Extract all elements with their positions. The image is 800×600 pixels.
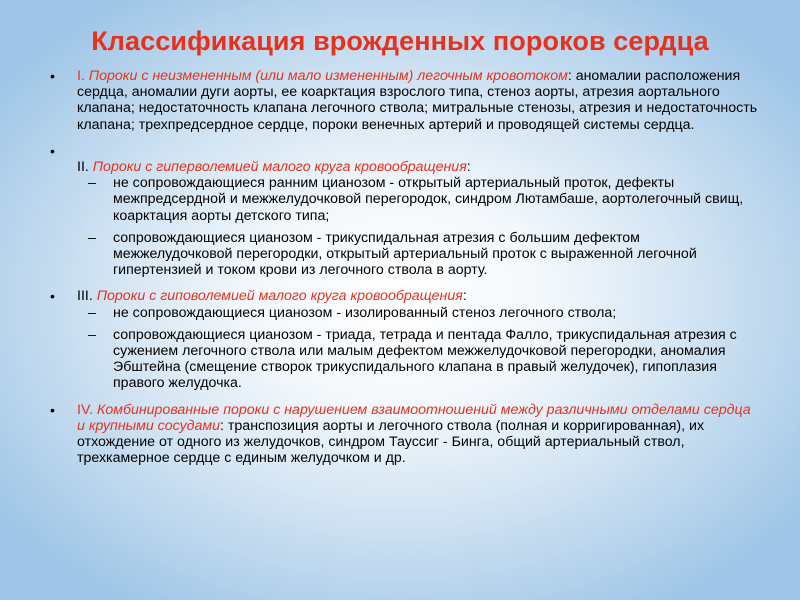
section-2-subitem: – сопровождающиеся цианозом - трикуспидальная атрезия с большим дефектом межжелудочковой перегородки, открытый артериальный проток с выраженной легочной гипертензией и током крови из легочного ствола в аорту. [88, 229, 697, 279]
bullet-icon: • [50, 288, 55, 305]
section-1-heading: Пороки с неизмененным (или мало измененным) легочным кровотоком [88, 68, 568, 84]
section-4-number: IV. [77, 401, 94, 418]
bullet-icon: • [50, 142, 55, 159]
section-3-text: : [462, 288, 467, 305]
section-4-heading: Комбинированные пороки с нарушением взаимоотношений между различными отделами сердца и крупными сосудами [77, 401, 751, 434]
section-1 [0, 68, 800, 133]
section-1-number: I. [77, 68, 85, 84]
section-3-heading: Пороки с гиповолемией малого круга кровообращения [96, 288, 463, 305]
section-3-subitem: – сопровождающиеся цианозом - триада, тетрада и пентада Фалло, трикуспидальная атрезия с сужением легочного ствола или малым дефектом межжелудочковой перегородки, аномалия Эбштейна (смещение створок трикуспидального клапана в правый желудочек), гипоплазия правого желудочка. [88, 326, 737, 392]
empty-bullet-line [0, 143, 800, 159]
dash-icon: – [88, 229, 96, 246]
section-1-text: : аномалии расположения сердца, аномалии дуги аорты, ее коарктация взрослого типа, стеноз аорты, атрезия аортального клапана; недостаточность клапана легочного ствола; митральные стенозы, атрезия и недостаточность клапана; трехпредсердное сердце, пороки венечных артерий и проводящей системы сердца. [77, 68, 758, 133]
slide-title: Классификация врожденных пороков сердца [91, 26, 709, 56]
bullet-icon: • [50, 68, 55, 84]
section-2-heading: Пороки с гиперволемией малого круга кровообращения [92, 159, 467, 176]
slide-content [0, 68, 800, 466]
section-3-subitem: – не сопровождающиеся цианозом - изолированный стеноз легочного ствола; [88, 304, 617, 321]
section-4-text: : транспозиция аорты и легочного ствола (полная и корригированная), их отхождение от одного из желудочков, синдром Тауссиг - Бинга, общий артериальный ствол, трехкамерное сердце с единым желудочком и др. [77, 417, 705, 467]
section-3 [0, 288, 800, 304]
section-3-number: III. [77, 288, 93, 305]
section-2 [0, 159, 800, 175]
section-4 [0, 402, 800, 467]
section-2-subitem: – не сопровождающиеся ранним цианозом - открытый артериальный проток, дефекты межпредсердной и межжелудочковой перегородок, синдром Лютамбаше, аортолегочный свищ, коарктация аорты детского типа; [88, 175, 744, 224]
section-2-text: : [466, 159, 471, 176]
section-2-number: II. [77, 159, 89, 176]
bullet-icon: • [50, 401, 55, 418]
dash-icon: – [88, 326, 96, 343]
dash-icon: – [88, 175, 96, 192]
dash-icon: – [88, 304, 96, 321]
